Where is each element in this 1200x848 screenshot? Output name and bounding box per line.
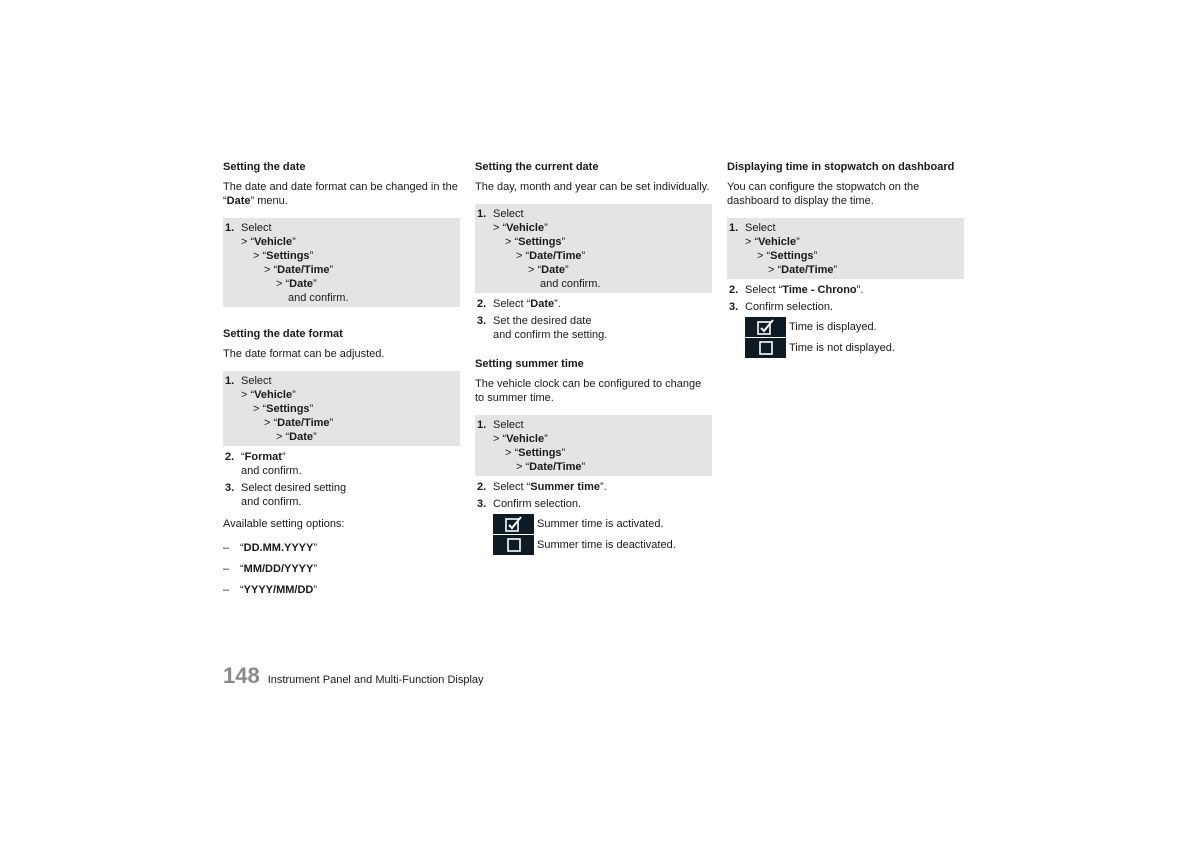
menu-path-box [223, 371, 460, 446]
menu-item-vehicle: > “Vehicle” [241, 389, 296, 401]
confirm-text: and confirm. [288, 292, 349, 304]
step-3: 3. Confirm selection. [729, 301, 834, 313]
menu-item-date: > “Date” [276, 431, 317, 443]
step-2: 2. Select “Time - Chrono”. [729, 284, 864, 296]
menu-item-date-time: > “Date/Time” [264, 264, 334, 276]
section-intro: The vehicle clock can be configured to change to summer time. [475, 378, 702, 404]
menu-item-vehicle: > “Vehicle” [493, 433, 548, 445]
chapter-title: Instrument Panel and Multi-Function Display [267, 674, 484, 686]
menu-item-settings: > “Settings” [757, 250, 818, 262]
option-item: – “MM/DD/YYYY” [223, 563, 318, 575]
menu-item-settings: > “Settings” [505, 447, 566, 459]
checkbox-checked-icon [745, 317, 786, 337]
section-intro: The day, month and year can be set individually. [475, 181, 710, 193]
option-item: – “YYYY/MM/DD” [223, 584, 318, 596]
menu-item-date-time: > “Date/Time” [516, 250, 586, 262]
section-title-stopwatch: Displaying time in stopwatch on dashboard [727, 161, 955, 173]
options-label: Available setting options: [223, 518, 345, 530]
section-title-date-format: Setting the date format [223, 328, 343, 340]
menu-item-vehicle: > “Vehicle” [241, 236, 296, 248]
page-footer [223, 663, 484, 689]
section-intro: You can configure the stopwatch on the dashboard to display the time. [727, 181, 920, 207]
menu-item-date-time: > “Date/Time” [264, 417, 334, 429]
step-2: 2. “Format” and confirm. [225, 451, 302, 477]
step-1: 1. Select [729, 222, 776, 234]
confirm-text: and confirm. [540, 278, 601, 290]
step-2: 2. Select “Summer time”. [477, 481, 607, 493]
legend-unchecked: Time is not displayed. [745, 338, 964, 358]
legend-checked: Summer time is activated. [493, 514, 712, 534]
column-2 [475, 160, 712, 556]
menu-item-settings: > “Settings” [253, 403, 314, 415]
section-title-setting-date: Setting the date [223, 161, 306, 173]
section-intro: The date format can be adjusted. [223, 348, 385, 360]
menu-path-box [475, 415, 712, 476]
column-1 [223, 160, 460, 604]
legend-unchecked: Summer time is deactivated. [493, 535, 712, 555]
menu-item-settings: > “Settings” [253, 250, 314, 262]
step-3: 3. Select desired setting and confirm. [225, 482, 347, 508]
page-number: 148 [223, 663, 260, 688]
step-1: 1. Select [225, 222, 272, 234]
menu-item-date-time: > “Date/Time” [768, 264, 838, 276]
step-3: 3. Confirm selection. [477, 498, 582, 510]
column-3 [727, 160, 964, 359]
section-intro: The date and date format can be changed in the “Date” menu. [223, 181, 458, 207]
menu-path-box [475, 204, 712, 293]
menu-item-vehicle: > “Vehicle” [493, 222, 548, 234]
menu-path-box [223, 218, 460, 307]
step-1: 1. Select [477, 419, 524, 431]
section-title-summer-time: Setting summer time [475, 358, 584, 370]
section-title-current-date: Setting the current date [475, 161, 599, 173]
menu-item-date-time: > “Date/Time” [516, 461, 586, 473]
checkbox-empty-icon [745, 338, 786, 358]
step-3: 3. Set the desired date and confirm the setting. [477, 315, 608, 341]
checkbox-empty-icon [493, 535, 534, 555]
legend-checked: Time is displayed. [745, 317, 964, 337]
menu-item-vehicle: > “Vehicle” [745, 236, 800, 248]
menu-item-settings: > “Settings” [505, 236, 566, 248]
menu-path-box [727, 218, 964, 279]
step-1: 1. Select [225, 375, 272, 387]
checkbox-checked-icon [493, 514, 534, 534]
step-2: 2. Select “Date”. [477, 298, 561, 310]
step-1: 1. Select [477, 208, 524, 220]
menu-item-date: > “Date” [276, 278, 317, 290]
menu-item-date: > “Date” [528, 264, 569, 276]
option-item: – “DD.MM.YYYY” [223, 542, 318, 554]
